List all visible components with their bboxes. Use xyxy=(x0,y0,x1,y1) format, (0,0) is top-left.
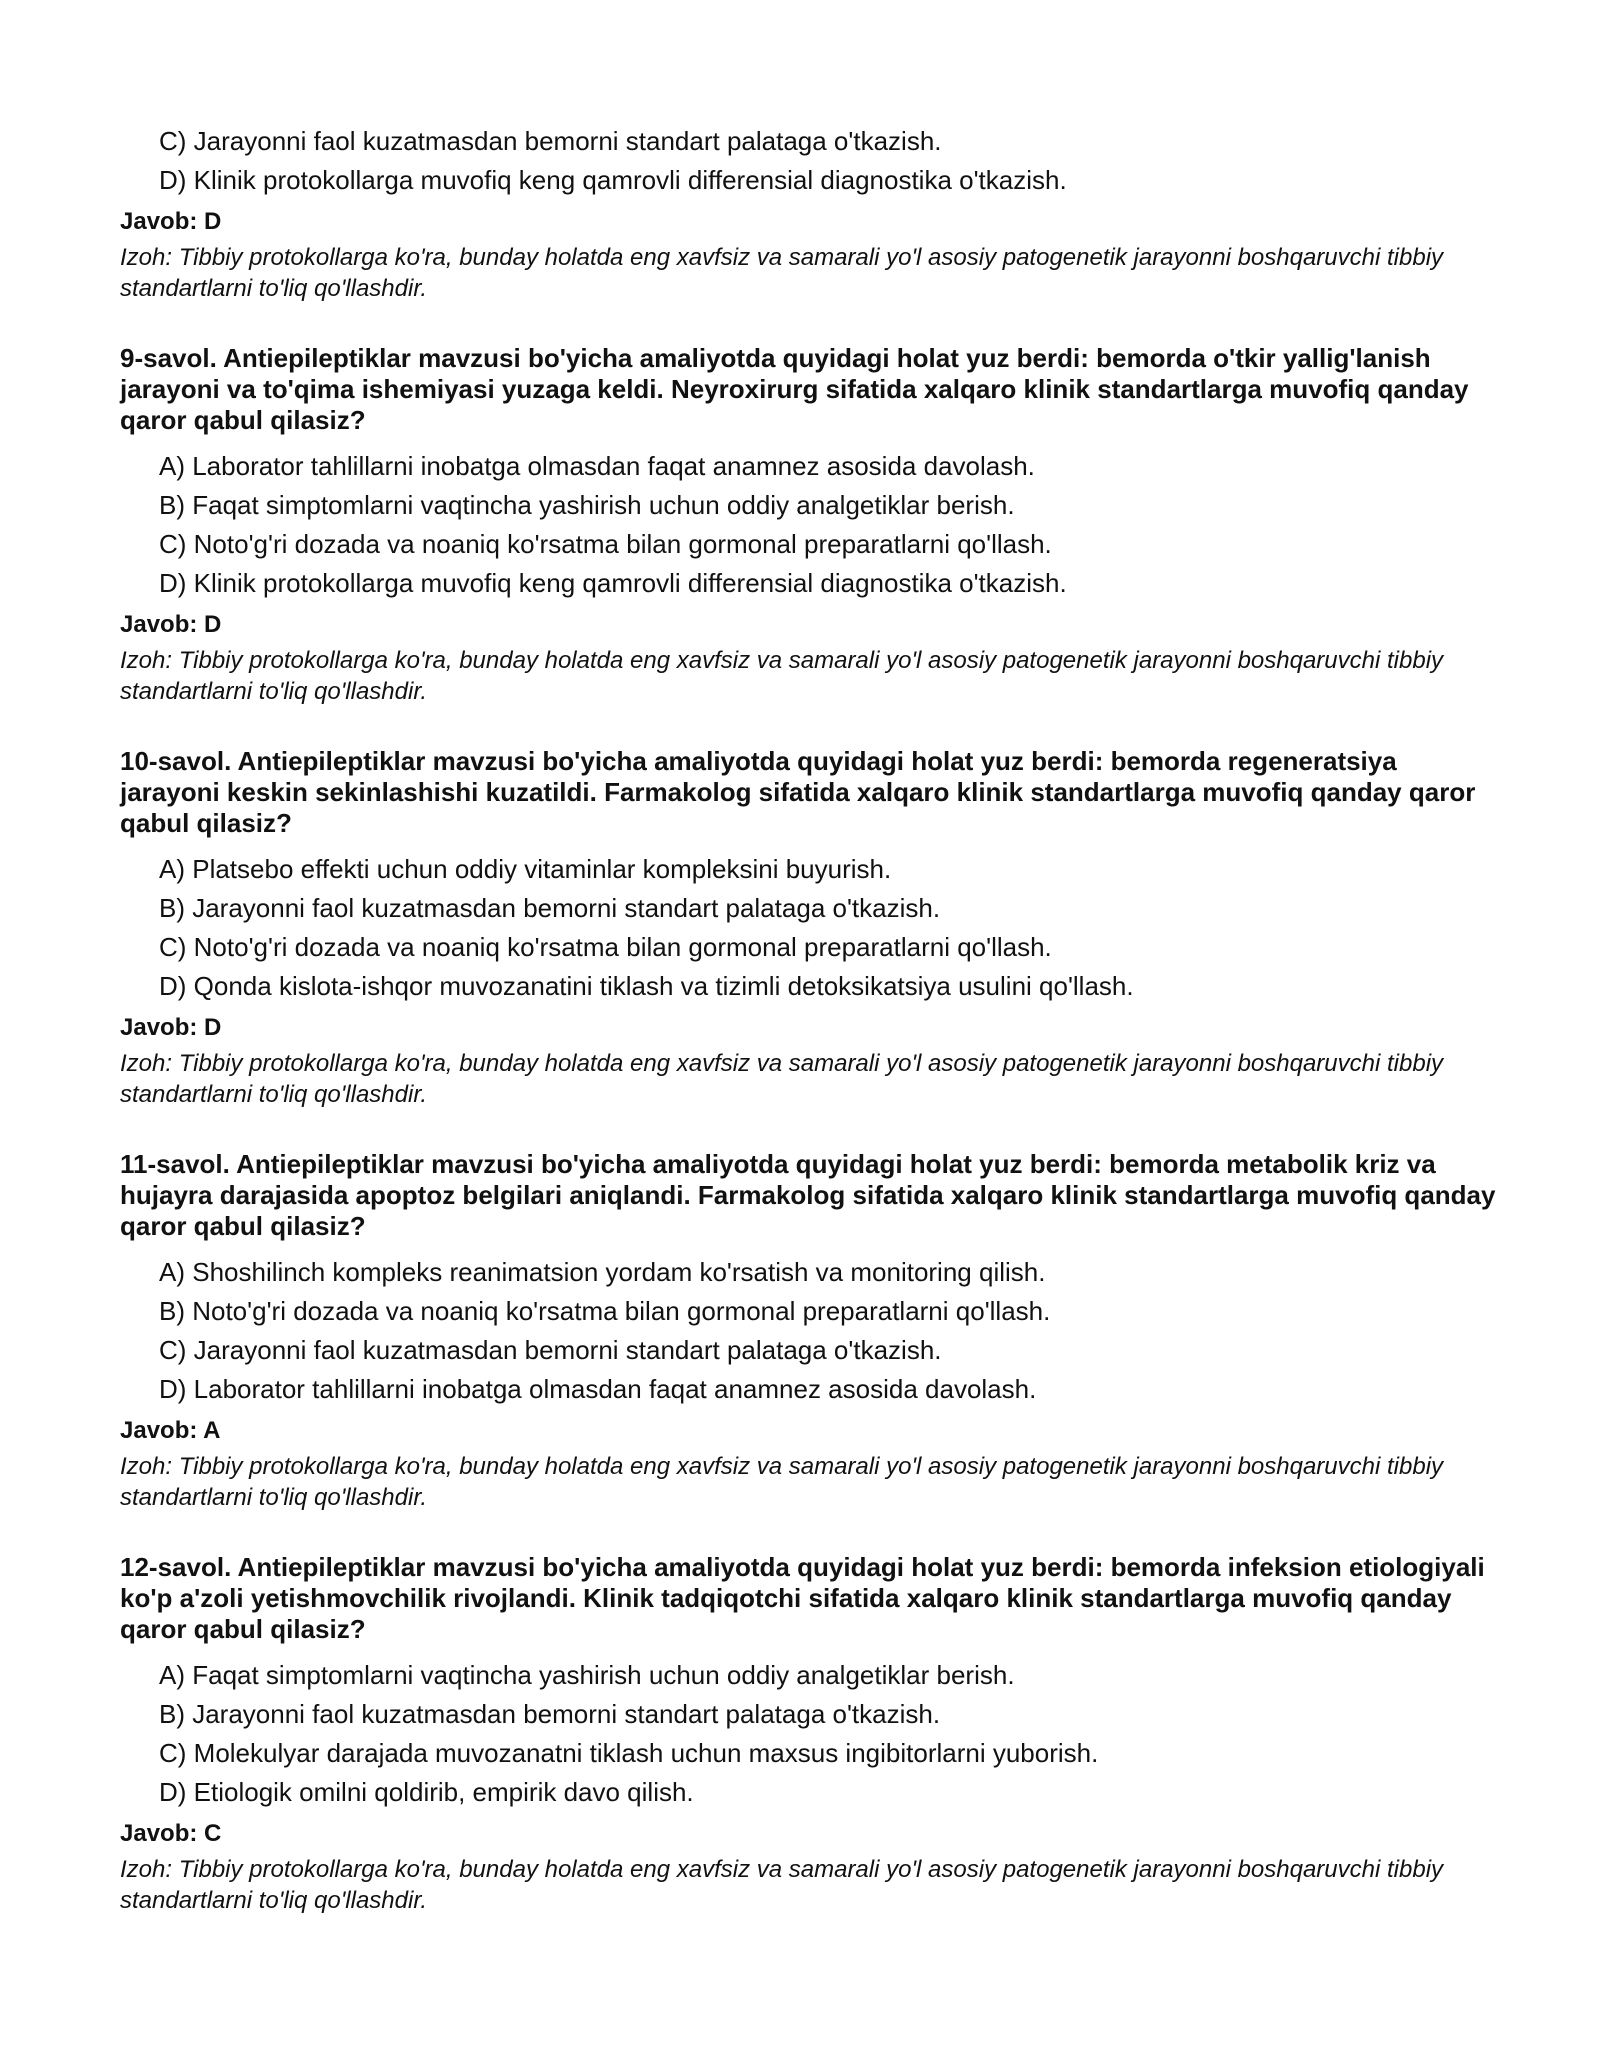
question-title: 11-savol. Antiepileptiklar mavzusi bo'yicha amaliyotda quyidagi holat yuz berdi: bemorda metabolik kriz va hujayra darajasida apoptoz belgilari aniqlandi. Farmakolog sifatida xalqaro klinik standartlarga muvofiq qanday qaror qabul qilasiz? xyxy=(120,1149,1496,1241)
question-block xyxy=(120,1149,1500,1513)
answer-option: C) Jarayonni faol kuzatmasdan bemorni standart palataga o'tkazish. xyxy=(159,1335,942,1365)
answer-option: C) Noto'g'ri dozada va noaniq ko'rsatma bilan gormonal preparatlarni qo'llash. xyxy=(159,932,1052,962)
correct-answer: Javob: D xyxy=(120,208,222,235)
question-block xyxy=(120,746,1500,1110)
answer-option: C) Noto'g'ri dozada va noaniq ko'rsatma bilan gormonal preparatlarni qo'llash. xyxy=(159,529,1052,559)
question-title: 12-savol. Antiepileptiklar mavzusi bo'yicha amaliyotda quyidagi holat yuz berdi: bemorda infeksion etiologiyali ko'p a'zoli yetishmovchilik rivojlandi. Klinik tadqiqotchi sifatida xalqaro klinik standartlarga muvofiq qanday qaror qabul qilasiz? xyxy=(120,1552,1485,1644)
correct-answer: Javob: A xyxy=(120,1417,221,1444)
correct-answer: Javob: D xyxy=(120,611,222,638)
explanation: Izoh: Tibbiy protokollarga ko'ra, bunday holatda eng xavfsiz va samarali yo'l asosiy patogenetik jarayonni boshqaruvchi tibbiy standartlarni to'liq qo'llashdir. xyxy=(120,1050,1444,1108)
answer-option: A) Laborator tahlillarni inobatga olmasdan faqat anamnez asosida davolash. xyxy=(159,451,1035,481)
answer-option: A) Platsebo effekti uchun oddiy vitaminlar kompleksini buyurish. xyxy=(159,854,892,884)
question-title: 10-savol. Antiepileptiklar mavzusi bo'yicha amaliyotda quyidagi holat yuz berdi: bemorda regeneratsiya jarayoni keskin sekinlashishi kuzatildi. Farmakolog sifatida xalqaro klinik standartlarga muvofiq qanday qaror qabul qilasiz? xyxy=(120,746,1476,838)
correct-answer: Javob: C xyxy=(120,1820,222,1847)
answer-option: D) Klinik protokollarga muvofiq keng qamrovli differensial diagnostika o'tkazish. xyxy=(159,165,1067,195)
explanation: Izoh: Tibbiy protokollarga ko'ra, bunday holatda eng xavfsiz va samarali yo'l asosiy patogenetik jarayonni boshqaruvchi tibbiy standartlarni to'liq qo'llashdir. xyxy=(120,1453,1444,1511)
explanation: Izoh: Tibbiy protokollarga ko'ra, bunday holatda eng xavfsiz va samarali yo'l asosiy patogenetik jarayonni boshqaruvchi tibbiy standartlarni to'liq qo'llashdir. xyxy=(120,244,1444,302)
question-block xyxy=(120,1552,1500,1916)
question-block-continued xyxy=(120,122,1500,304)
answer-option: C) Jarayonni faol kuzatmasdan bemorni standart palataga o'tkazish. xyxy=(159,126,942,156)
question-block xyxy=(120,343,1500,707)
explanation: Izoh: Tibbiy protokollarga ko'ra, bunday holatda eng xavfsiz va samarali yo'l asosiy patogenetik jarayonni boshqaruvchi tibbiy standartlarni to'liq qo'llashdir. xyxy=(120,1856,1444,1914)
answer-option: D) Klinik protokollarga muvofiq keng qamrovli differensial diagnostika o'tkazish. xyxy=(159,568,1067,598)
answer-option: B) Noto'g'ri dozada va noaniq ko'rsatma bilan gormonal preparatlarni qo'llash. xyxy=(159,1296,1051,1326)
correct-answer: Javob: D xyxy=(120,1014,222,1041)
answer-option: B) Jarayonni faol kuzatmasdan bemorni standart palataga o'tkazish. xyxy=(159,1699,941,1729)
answer-option: B) Faqat simptomlarni vaqtincha yashirish uchun oddiy analgetiklar berish. xyxy=(159,490,1015,520)
document-content xyxy=(120,122,1500,1916)
question-title: 9-savol. Antiepileptiklar mavzusi bo'yicha amaliyotda quyidagi holat yuz berdi: bemorda o'tkir yallig'lanish jarayoni va to'qima ishemiyasi yuzaga keldi. Neyroxirurg sifatida xalqaro klinik standartlarga muvofiq qanday qaror qabul qilasiz? xyxy=(120,343,1469,435)
answer-option: D) Qonda kislota-ishqor muvozanatini tiklash va tizimli detoksikatsiya usulini qo'llash. xyxy=(159,971,1134,1001)
answer-option: B) Jarayonni faol kuzatmasdan bemorni standart palataga o'tkazish. xyxy=(159,893,941,923)
answer-option: A) Shoshilinch kompleks reanimatsion yordam ko'rsatish va monitoring qilish. xyxy=(159,1257,1046,1287)
answer-option: D) Etiologik omilni qoldirib, empirik davo qilish. xyxy=(159,1777,694,1807)
answer-option: A) Faqat simptomlarni vaqtincha yashirish uchun oddiy analgetiklar berish. xyxy=(159,1660,1015,1690)
answer-option: C) Molekulyar darajada muvozanatni tiklash uchun maxsus ingibitorlarni yuborish. xyxy=(159,1738,1099,1768)
answer-option: D) Laborator tahlillarni inobatga olmasdan faqat anamnez asosida davolash. xyxy=(159,1374,1037,1404)
explanation: Izoh: Tibbiy protokollarga ko'ra, bunday holatda eng xavfsiz va samarali yo'l asosiy patogenetik jarayonni boshqaruvchi tibbiy standartlarni to'liq qo'llashdir. xyxy=(120,647,1444,705)
